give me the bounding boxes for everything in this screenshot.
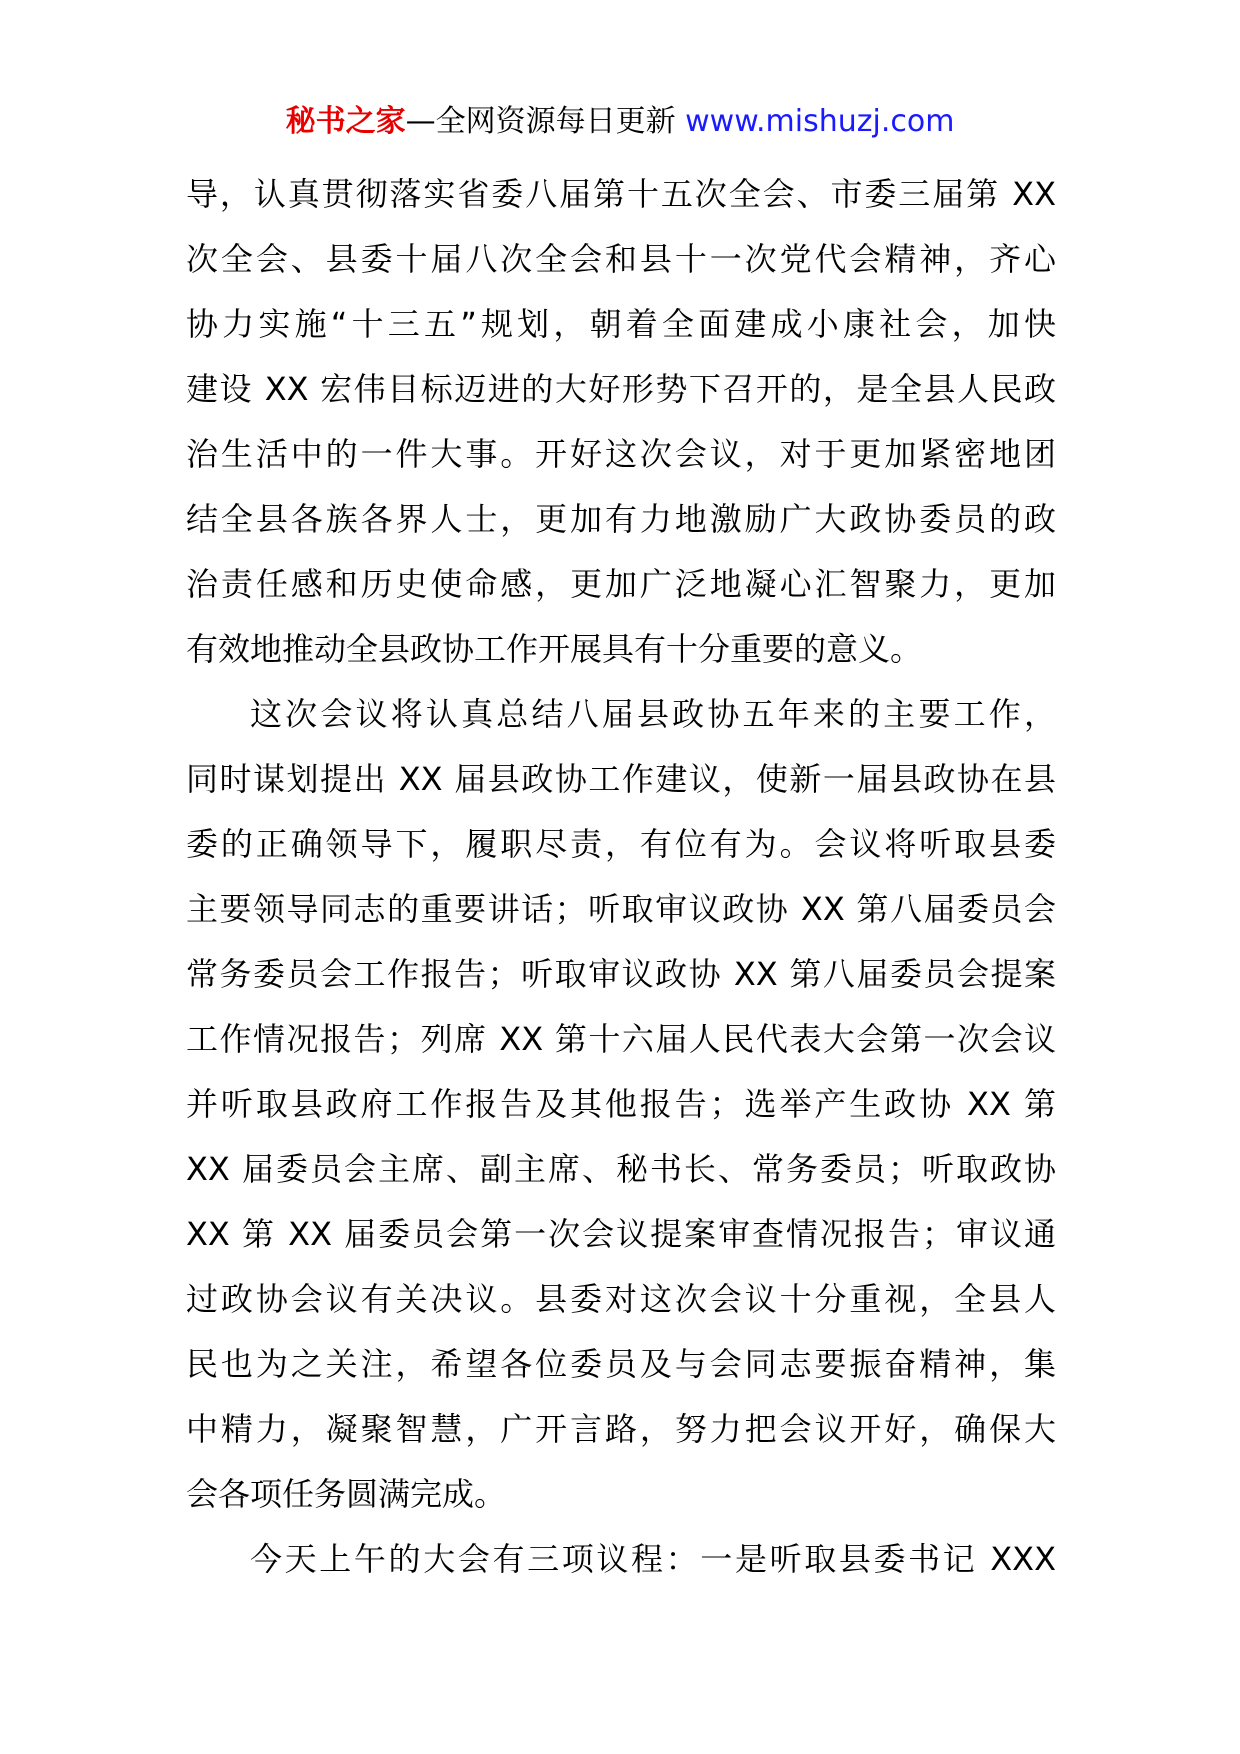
text-line: 工作情况报告；列席 XX 第十六届人民代表大会第一次会议 [186, 1020, 1056, 1058]
paragraph-end-line: 会各项任务圆满完成。 [186, 1475, 507, 1513]
text-line: 主要领导同志的重要讲话；听取审议政协 XX 第八届委员会 [186, 890, 1056, 928]
text-line: XX 第 XX 届委员会第一次会议提案审查情况报告；审议通 [186, 1215, 1056, 1253]
site-brand: 秘书之家 [285, 104, 406, 139]
text-line: 民也为之关注，希望各位委员及与会同志要振奋精神，集 [186, 1345, 1056, 1383]
site-header [0, 100, 1240, 144]
text-line: 并听取县政府工作报告及其他报告；选举产生政协 XX 第 [186, 1085, 1056, 1123]
text-line: 协力实施“十三五”规划，朝着全面建成小康社会，加快 [186, 305, 1056, 343]
text-line: 次全会、县委十届八次全会和县十一次党代会精神，齐心 [186, 240, 1056, 278]
site-url[interactable]: www.mishuzj.com [685, 104, 955, 139]
site-tagline: —全网资源每日更新 [405, 104, 676, 139]
text-line: 导，认真贯彻落实省委八届第十五次全会、市委三届第 XX [186, 175, 1056, 213]
text-line: 过政协会议有关决议。县委对这次会议十分重视，全县人 [186, 1280, 1056, 1318]
text-line: 结全县各族各界人士，更加有力地激励广大政协委员的政 [186, 500, 1056, 538]
document-body [186, 162, 1056, 1592]
text-line: 建设 XX 宏伟目标迈进的大好形势下召开的，是全县人民政 [186, 370, 1056, 408]
text-line: 中精力，凝聚智慧，广开言路，努力把会议开好，确保大 [186, 1410, 1056, 1448]
text-line: 常务委员会工作报告；听取审议政协 XX 第八届委员会提案 [186, 955, 1056, 993]
text-line: 委的正确领导下，履职尽责，有位有为。会议将听取县委 [186, 825, 1056, 863]
text-line: XX 届委员会主席、副主席、秘书长、常务委员；听取政协 [186, 1150, 1056, 1188]
paragraph-start-line: 今天上午的大会有三项议程：一是听取县委书记 XXX [250, 1540, 1056, 1578]
text-line: 同时谋划提出 XX 届县政协工作建议，使新一届县政协在县 [186, 760, 1056, 798]
paragraph-start-line: 这次会议将认真总结八届县政协五年来的主要工作， [250, 695, 1056, 733]
text-line: 治责任感和历史使命感，更加广泛地凝心汇智聚力，更加 [186, 565, 1056, 603]
paragraph-end-line: 有效地推动全县政协工作开展具有十分重要的意义。 [186, 630, 923, 668]
text-line: 治生活中的一件大事。开好这次会议，对于更加紧密地团 [186, 435, 1056, 473]
